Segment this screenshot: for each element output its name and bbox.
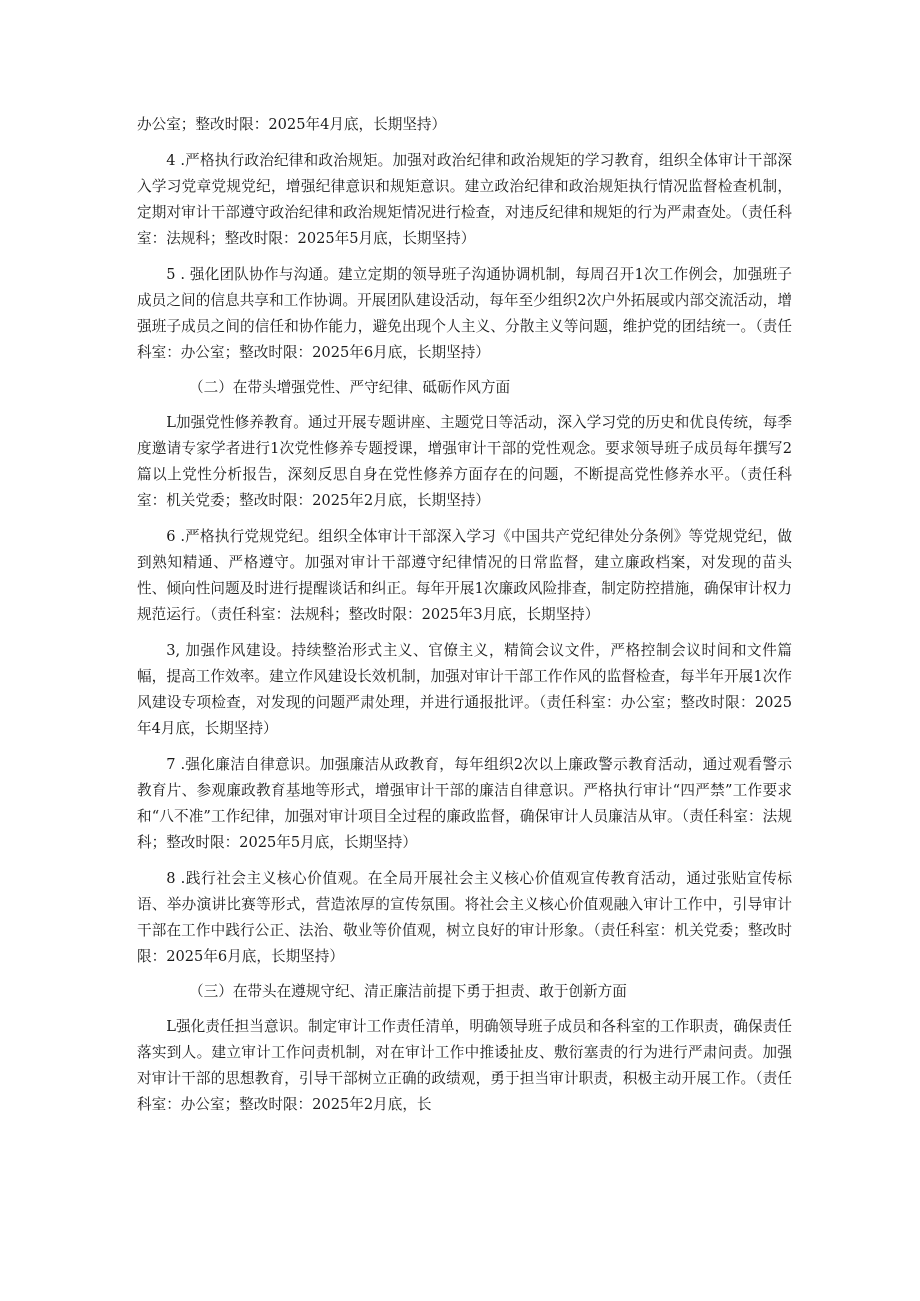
paragraph-item-6: 6 .严格执行党规党纪。组织全体审计干部深入学习《中国共产党纪律处分条例》等党规党纪，做到熟知精通、严格遵守。加强对审计干部遵守纪律情况的日常监督，建立廉政档案，对发现的苗头性、倾向性问题及时进行提醒谈话和纠正。每年开展1次廉政风险排查，制定防控措施，确保审计权力规范运行。（责任科室：法规科；整改时限：2025年3月底，长期坚持） (137, 528, 792, 623)
paragraph-continuation: 办公室；整改时限：2025年4月底，长期坚持） (137, 116, 447, 133)
paragraph-item-5: 5 . 强化团队协作与沟通。建立定期的领导班子沟通协调机制，每周召开1次工作例会，加强班子成员之间的信息共享和工作协调。开展团队建设活动，每年至少组织2次户外拓展或内部交流活动，增强班子成员之间的信任和协作能力，避免出现个人主义、分散主义等问题，维护党的团结统一。（责任科室：办公室；整改时限：2025年6月底，长期坚持） (137, 266, 792, 361)
paragraph-item-l2: L强化责任担当意识。制定审计工作责任清单，明确领导班子成员和各科室的工作职责，确保责任落实到人。建立审计工作问责机制，对在审计工作中推诿扯皮、敷衍塞责的行为进行严肃问责。加强对审计干部的思想教育，引导干部树立正确的政绩观，勇于担当审计职责，积极主动开展工作。（责任科室：办公室；整改时限：2025年2月底，长 (137, 1018, 792, 1113)
paragraph-item-l1: L加强党性修养教育。通过开展专题讲座、主题党日等活动，深入学习党的历史和优良传统，每季度邀请专家学者进行1次党性修养专题授课，增强审计干部的党性观念。要求领导班子成员每年撰写2篇以上党性分析报告，深刻反思自身在党性修养方面存在的问题，不断提高党性修养水平。（责任科室：机关党委；整改时限：2025年2月底，长期坚持） (137, 414, 792, 509)
paragraph-item-7: 7 .强化廉洁自律意识。加强廉洁从政教育，每年组织2次以上廉政警示教育活动，通过观看警示教育片、参观廉政教育基地等形式，增强审计干部的廉洁自律意识。严格执行审计“四严禁”工作要求和“八不准”工作纪律，加强对审计项目全过程的廉政监督，确保审计人员廉洁从审。（责任科室：法规科；整改时限：2025年5月底，长期坚持） (137, 756, 792, 851)
paragraph-item-4: 4 .严格执行政治纪律和政治规矩。加强对政治纪律和政治规矩的学习教育，组织全体审计干部深入学习党章党规党纪，增强纪律意识和规矩意识。建立政治纪律和政治规矩执行情况监督检查机制，定期对审计干部遵守政治纪律和政治规矩情况进行检查，对违反纪律和规矩的行为严肃查处。（责任科室：法规科；整改时限：2025年5月底，长期坚持） (137, 152, 792, 247)
section-heading-3: （三）在带头在遵规守纪、清正廉洁前提下勇于担责、敢于创新方面 (189, 983, 627, 1000)
paragraph-item-3: 3, 加强作风建设。持续整治形式主义、官僚主义，精简会议文件，严格控制会议时间和文件篇幅，提高工作效率。建立作风建设长效机制，加强对审计干部工作作风的监督检查，每半年开展1次作风建设专项检查，对发现的问题严肃处理，并进行通报批评。（责任科室：办公室；整改时限：2025年4月底，长期坚持） (137, 642, 792, 737)
section-heading-2: （二）在带头增强党性、严守纪律、砥砺作风方面 (189, 379, 511, 396)
paragraph-item-8: 8 .践行社会主义核心价值观。在全局开展社会主义核心价值观宣传教育活动，通过张贴宣传标语、举办演讲比赛等形式，营造浓厚的宣传氛围。将社会主义核心价值观融入审计工作中，引导审计干部在工作中践行公正、法治、敬业等价值观，树立良好的审计形象。（责任科室：机关党委；整改时限：2025年6月底，长期坚持） (137, 870, 792, 965)
document-body (137, 112, 792, 1118)
